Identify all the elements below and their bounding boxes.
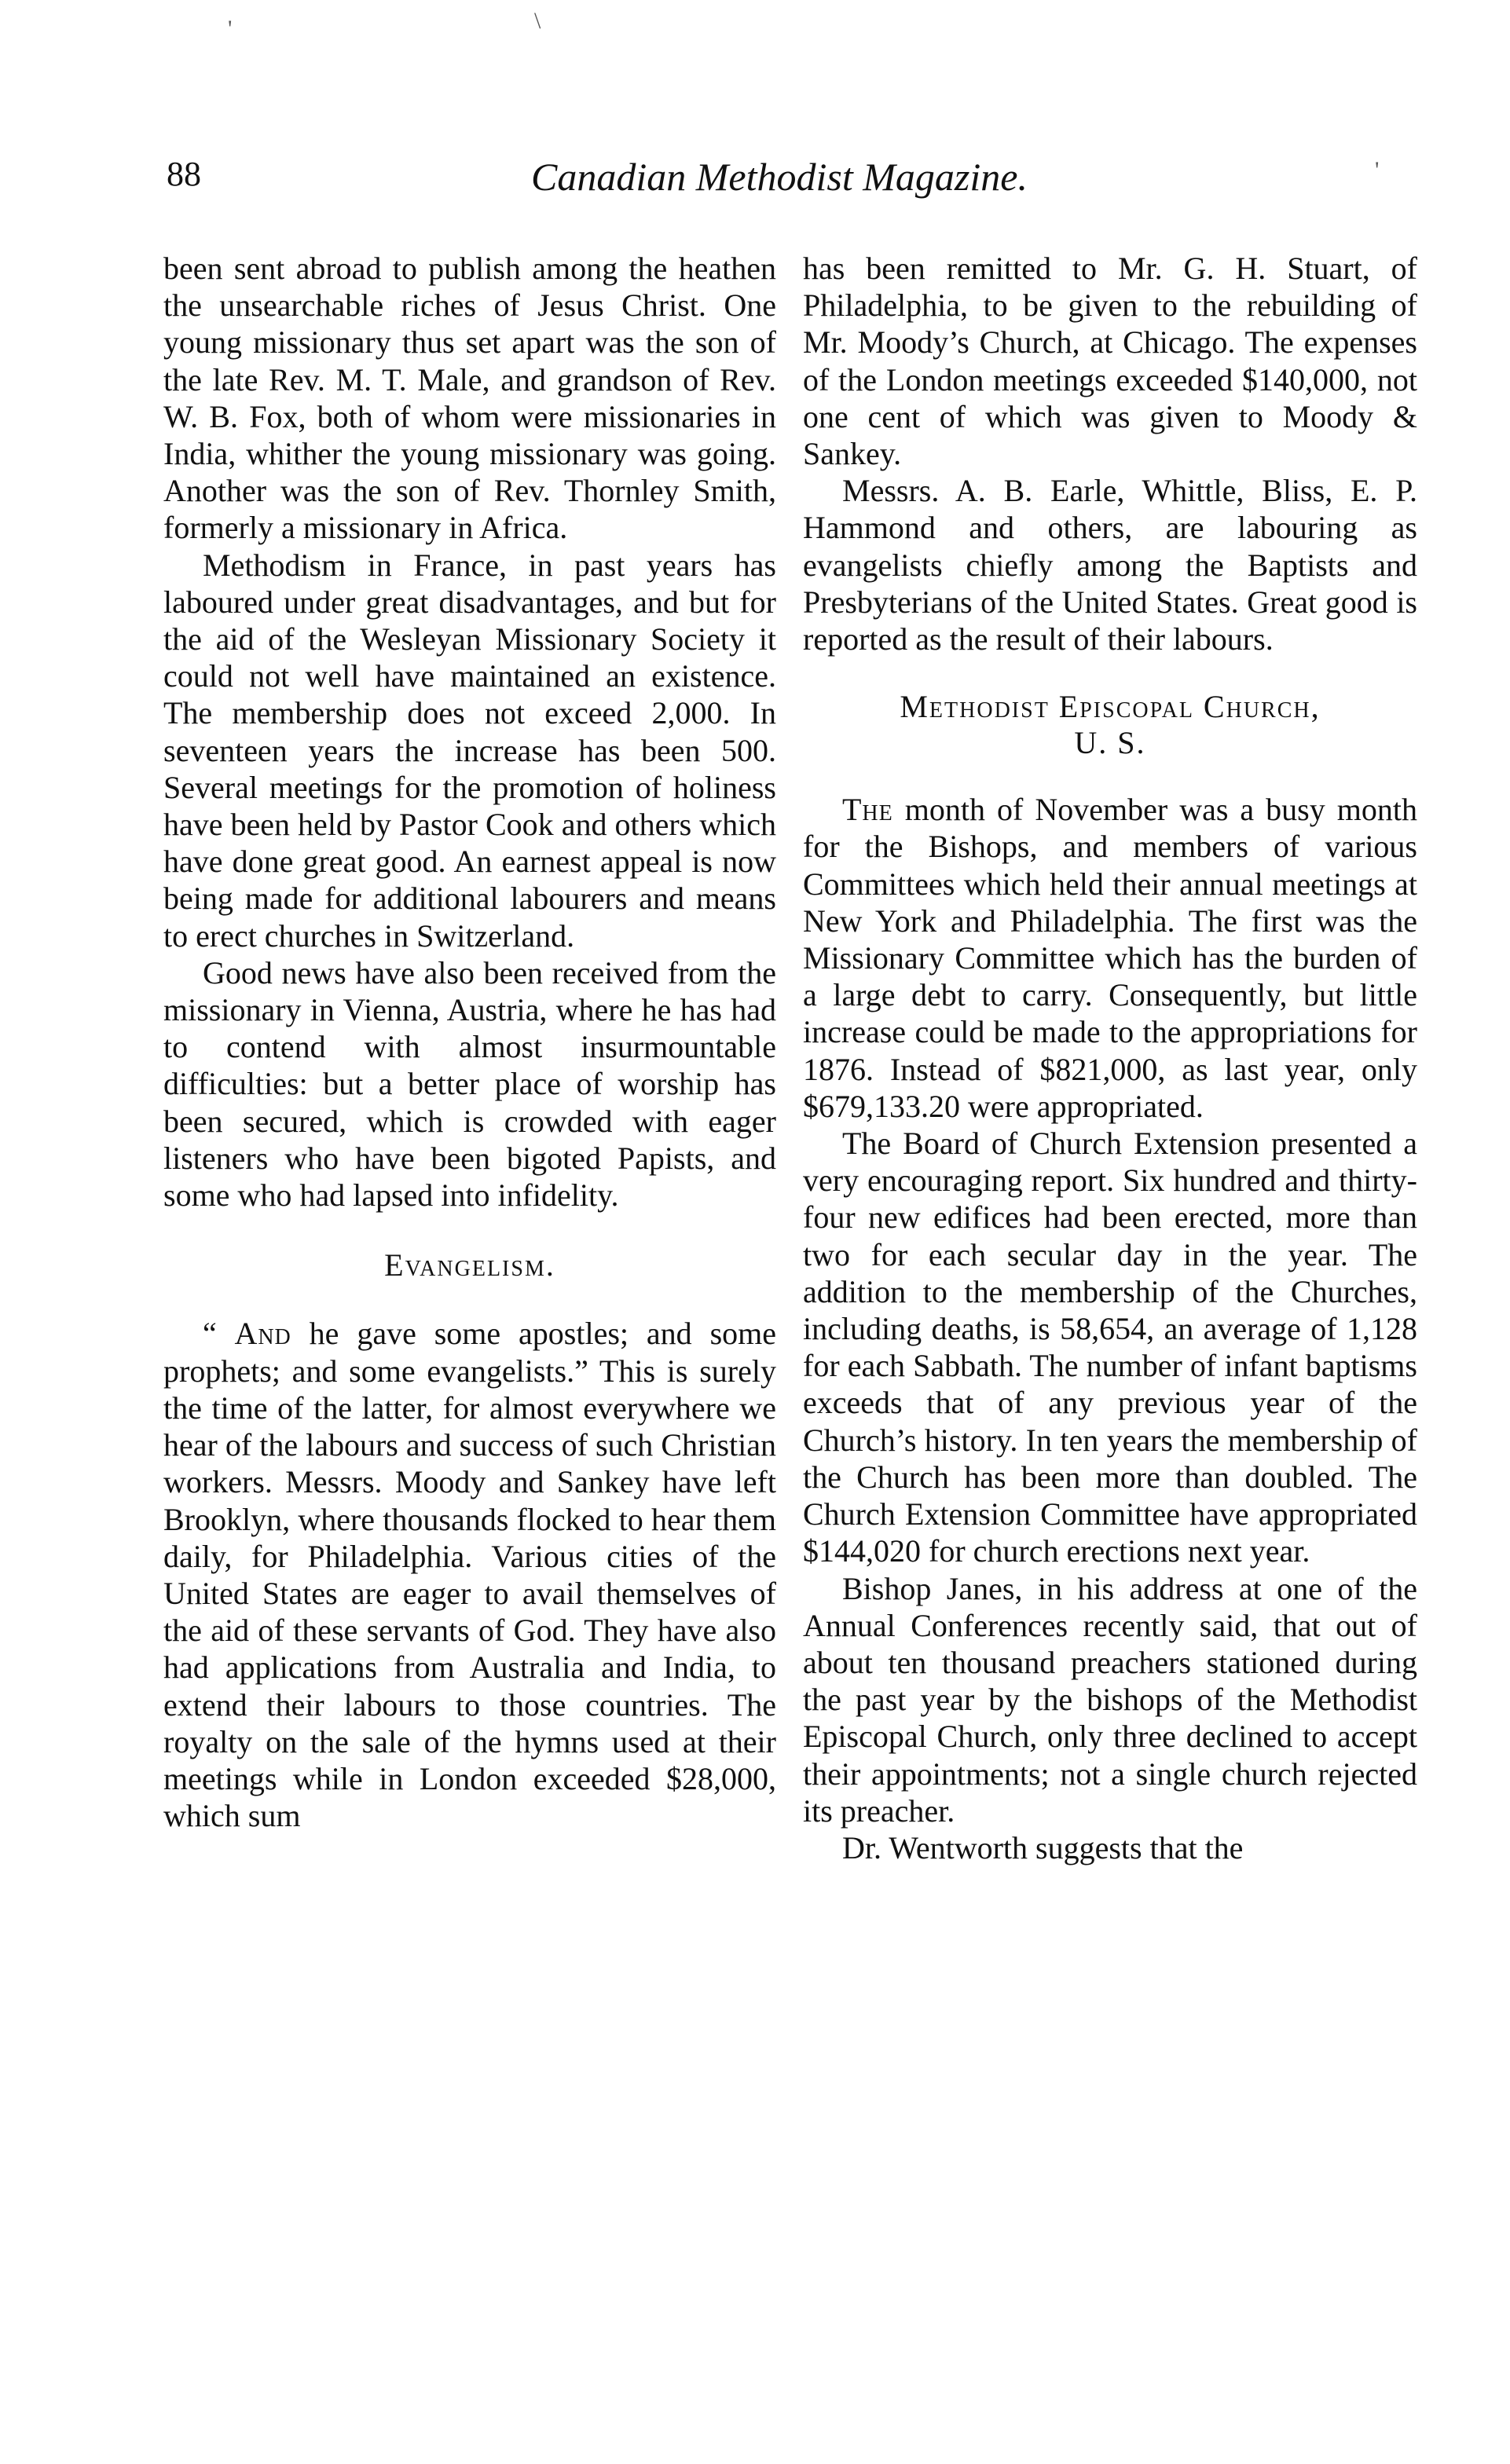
right-column (803, 250, 1417, 1866)
paragraph-text: he gave some apostles; and some prophets; and some evangelists.” This is surely the time of the latter, for almost everywhere we hear of the labours and success of such Christian workers. Messrs. Moody and Sankey have left Brooklyn, where thousands flocked to hear them daily, for Philadelphia. Various cities of the United States are eager to avail themselves of the aid of these servants of God. They have also had applications from Australia and India, to extend their labours to those countries. The royalty on the sale of the hymns used at their meetings while in London exceeded $28,000, which sum (163, 1316, 777, 1834)
right-paragraph-evangelists: Messrs. A. B. Earle, Whittle, Bliss, E. P. Hammond and others, are labouring as evangelists chiefly among the Baptists and Presbyterians of the United States. Great good is reported as the result of their labours. (803, 473, 1417, 657)
running-title: Canadian Methodist Magazine. (531, 155, 1028, 199)
section-heading-evangelism: Evangelism. (384, 1247, 555, 1283)
lead-words: “ And (203, 1316, 291, 1352)
heading-line-2: U. S. (1074, 725, 1146, 761)
left-paragraph-methodism-france: Methodism in France, in past years has laboured under great disadvantages, and but for the aid of the Wesleyan Missionary Society it could not well have maintained an existence. The membership does not exceed 2,000. In seventeen years the increase has been 500. Several meetings for the promotion of holiness have been held by Pastor Cook and others which have done great good. An earnest appeal is now being made for additional labourers and means to erect churches in Switzerland. (163, 547, 776, 954)
left-paragraph-vienna: Good news have also been received from the missionary in Vienna, Austria, where he has had to contend with almost insurmountable difficulties: but a better place of worship has been secured, which is crowded with eager listeners who have been bigoted Papists, and some who had lapsed into infidelity. (163, 954, 776, 1214)
scan-artifact: ' (228, 16, 233, 42)
section-heading-mec (803, 689, 1417, 761)
right-paragraph-bishop-janes: Bishop Janes, in his address at one of the Annual Conferences recently said, that out of about ten thousand preachers stationed during the past year by the bishops of the Methodist Episcopal Church, only three declined to accept their appointments; not a single church rejected its preacher. (803, 1570, 1417, 1829)
lead-words: The (842, 792, 893, 828)
paragraph-text: month of November was a busy month for the Bishops, and members of various Committees which held their annual meetings at New York and Philadelphia. The first was the Missionary Committee which has the burden of a large debt to carry. Consequently, but little increase could be made to the appropriations for 1876. Instead of $821,000, as last year, only $679,133.20 were appropriated. (803, 792, 1417, 1124)
heading-line-1: Methodist Episcopal Church, (900, 689, 1321, 725)
left-paragraph-1: been sent abroad to publish among the heathen the unsearchable riches of Jesus Christ. One young missionary thus set apart was the son of the late Rev. M. T. Male, and grandson of Rev. W. B. Fox, both of whom were missionaries in India, whither the young missionary was going. Another was the son of Rev. Thornley Smith, formerly a missionary in Africa. (163, 251, 776, 546)
right-paragraph-1: has been remitted to Mr. G. H. Stuart, of Philadelphia, to be given to the rebuilding of Mr. Moody’s Church, at Chicago. The expenses of the London meetings exceeded $140,000, not one cent of which was given to Moody & Sankey. (803, 251, 1417, 472)
left-column (163, 250, 776, 1834)
scan-artifact: ' (1375, 157, 1380, 183)
page-number: 88 (167, 155, 201, 193)
right-paragraph-november (803, 791, 1417, 1125)
right-paragraph-wentworth: Dr. Wentworth suggests that the (842, 1829, 1244, 1865)
running-header (167, 154, 1392, 201)
right-paragraph-church-extension: The Board of Church Extension presented a very encouraging report. Six hundred and thirty-four new edifices had been erected, more than two for each secular day in the year. The addition to the membership of the Churches, including deaths, is 58,654, an average of 1,128 for each Sabbath. The number of infant baptisms exceeds that of any previous year of the Church’s history. In ten years the membership of the Church has been more than doubled. The Church Extension Committee have appropriated $144,020 for church erections next year. (803, 1126, 1417, 1569)
left-paragraph-evangelism (163, 1315, 776, 1834)
scan-artifact: \ (534, 8, 541, 34)
